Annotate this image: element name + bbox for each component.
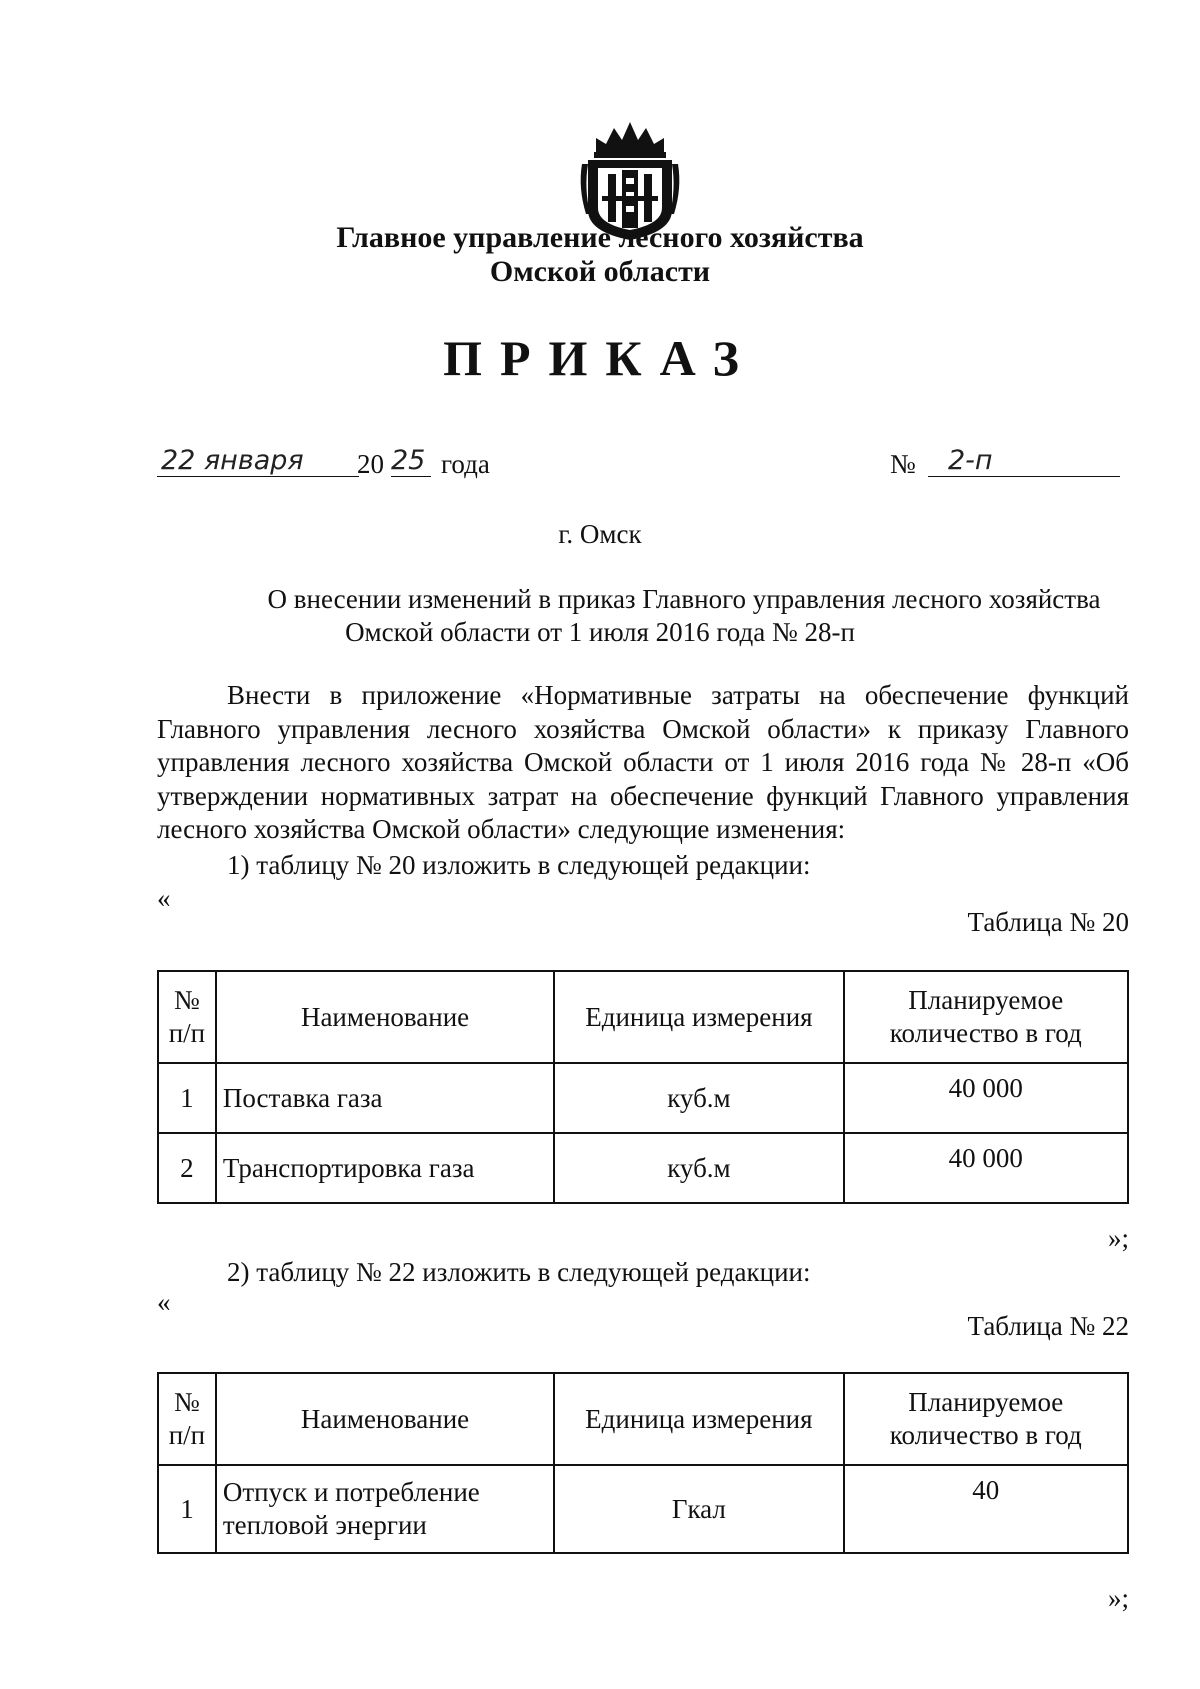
header-qty-line2: количество в год: [889, 1420, 1082, 1450]
header-num: [158, 1373, 216, 1465]
cell-qty: 40 000: [844, 1063, 1128, 1133]
order-number-handwritten: 2-п: [928, 446, 1120, 477]
item-2-text: 2) таблицу № 22 изложить в следующей редакции:: [227, 1257, 811, 1287]
organization-name-line2: Омской области: [489, 255, 711, 288]
cell-num: 1: [158, 1063, 216, 1133]
date-year-prefix: 20: [357, 449, 384, 479]
header-qty-line1: Планируемое: [908, 985, 1064, 1015]
cell-name-line2: тепловой энергии: [222, 1510, 427, 1540]
table-20: [157, 970, 1129, 1204]
item-1-text: 1) таблицу № 20 изложить в следующей редакции:: [227, 850, 811, 880]
cell-qty: 40: [844, 1465, 1129, 1553]
cell-name: [216, 1465, 554, 1553]
order-number-line: [890, 446, 1120, 482]
table-22: [157, 1372, 1129, 1554]
cell-unit: куб.м: [554, 1133, 843, 1203]
date-day-month-handwritten: 22 января: [157, 446, 359, 477]
header-qty-line1: Планируемое: [908, 1387, 1064, 1417]
header-num-line2: п/п: [168, 1018, 206, 1048]
header-num-line2: п/п: [168, 1420, 206, 1450]
subject-line1: О внесении изменений в приказ Главного управления лесного хозяйства: [267, 584, 1101, 614]
document-type-title: ПРИКАЗ: [443, 330, 757, 386]
header-unit: Единица измерения: [554, 1373, 843, 1465]
open-quote-2: «: [157, 1287, 171, 1317]
cell-unit: Гкал: [554, 1465, 843, 1553]
cell-unit: куб.м: [554, 1063, 843, 1133]
date-line: [157, 446, 597, 482]
header-name: Наименование: [216, 1373, 554, 1465]
header-num-line1: №: [174, 985, 200, 1015]
table-20-caption: Таблица № 20: [967, 907, 1129, 937]
cell-name-line1: Отпуск и потребление: [222, 1477, 480, 1507]
table-row: [158, 1063, 1128, 1133]
cell-num: 2: [158, 1133, 216, 1203]
close-quote-2: »;: [1107, 1583, 1129, 1613]
open-quote-1: «: [157, 883, 171, 913]
header-num-line1: №: [174, 1387, 200, 1417]
city: г. Омск: [558, 519, 642, 549]
table-row: [158, 1465, 1128, 1553]
header-num: [158, 971, 216, 1063]
body-paragraph: Внести в приложение «Нормативные затраты на обеспечение функций Главного управления лесного хозяйства Омской области» к приказу Главного управления лесного хозяйства Омской области от 1 июля 2016 года № 28-п «Об утверждении нормативных затрат на обеспечение функций Главного управления лесного хозяйства Омской области» следующие изменения:: [157, 680, 1129, 844]
close-quote-1: »;: [1107, 1223, 1129, 1253]
table-22-caption: Таблица № 22: [967, 1311, 1129, 1341]
cell-name: Поставка газа: [216, 1063, 554, 1133]
header-qty: [844, 1373, 1129, 1465]
order-number-label: №: [890, 449, 916, 479]
date-year-suffix-handwritten: 25: [391, 446, 431, 477]
table-header-row: [158, 971, 1128, 1063]
header-unit: Единица измерения: [554, 971, 843, 1063]
date-year-word: года: [441, 449, 490, 479]
table-header-row: [158, 1373, 1128, 1465]
subject-line2: Омской области от 1 июля 2016 года № 28-п: [345, 617, 855, 647]
cell-num: 1: [158, 1465, 216, 1553]
header-qty-line2: количество в год: [889, 1018, 1082, 1048]
organization-name-line1: Главное управление лесного хозяйства: [336, 221, 864, 254]
header-name: Наименование: [216, 971, 554, 1063]
cell-qty: 40 000: [844, 1133, 1128, 1203]
cell-name: Транспортировка газа: [216, 1133, 554, 1203]
header-qty: [844, 971, 1128, 1063]
table-row: [158, 1133, 1128, 1203]
